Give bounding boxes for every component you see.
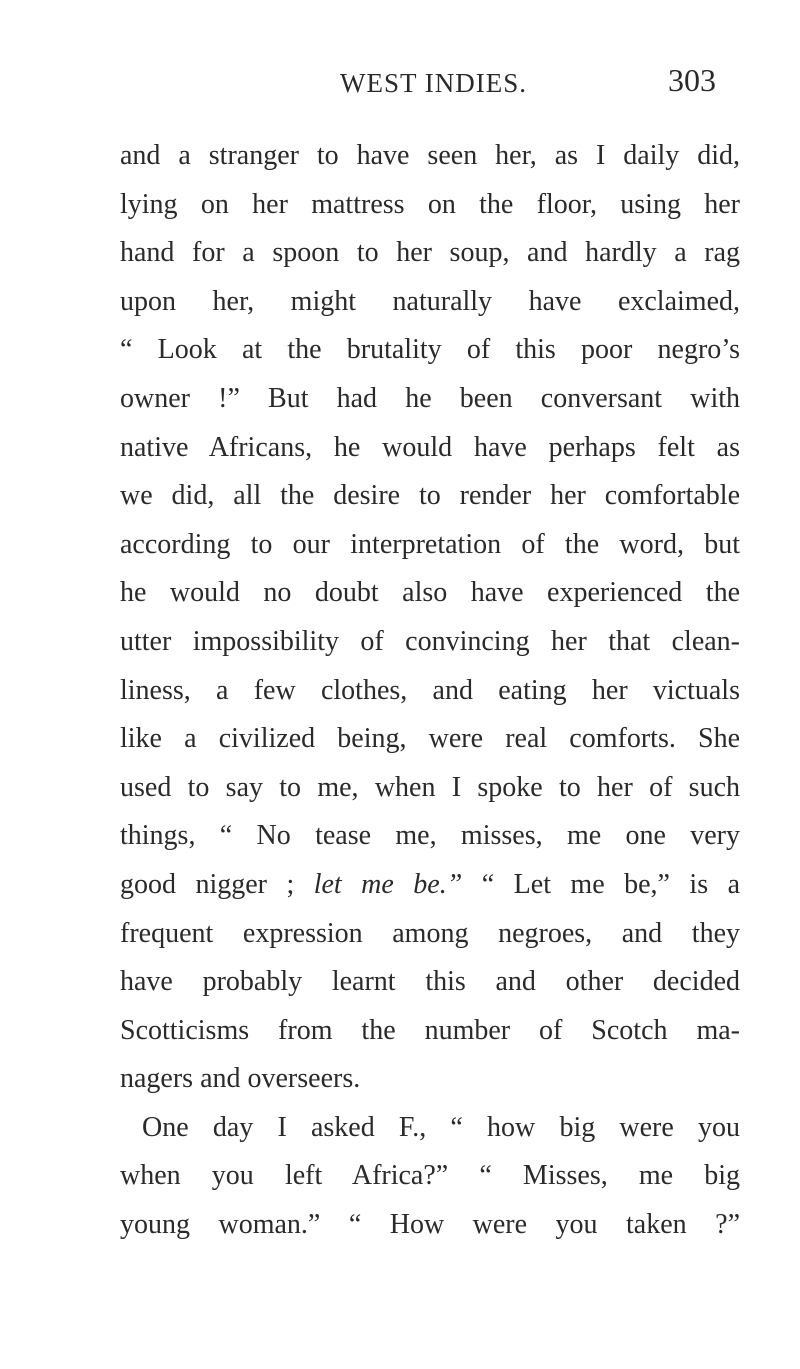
- body-text: [120, 132, 740, 1250]
- text-line-mixed: [120, 861, 740, 910]
- text-line: and a stranger to have seen her, as I daily did,: [120, 140, 740, 171]
- running-head: [0, 62, 800, 102]
- text-line: when you left Africa?” “ Misses, me big: [120, 1160, 740, 1192]
- running-title: WEST INDIES.: [340, 68, 527, 98]
- text-line: he would no doubt also have experienced the: [120, 577, 740, 609]
- text-line: according to our interpretation of the word, but: [120, 528, 740, 560]
- text-line: native Africans, he would have perhaps felt as: [120, 431, 740, 463]
- text-line: nagers and overseers.: [120, 1063, 361, 1095]
- text-line: have probably learnt this and other decided: [120, 966, 740, 998]
- text-line: frequent expression among negroes, and they: [120, 917, 740, 949]
- text-line: hand for a spoon to her soup, and hardly a rag: [120, 237, 740, 269]
- text-line: liness, a few clothes, and eating her victuals: [120, 674, 740, 706]
- text-line: One day I asked F., “ how big were you: [142, 1111, 740, 1143]
- italic-segment: let me be.”: [313, 868, 463, 900]
- text-segment: good nigger ;: [120, 868, 314, 900]
- text-line: lying on her mattress on the floor, using her: [120, 188, 740, 220]
- text-line: “ Look at the brutality of this poor negro’s: [120, 334, 740, 366]
- text-line: upon her, might naturally have exclaimed,: [120, 285, 740, 317]
- text-line: like a civilized being, were real comforts. She: [120, 723, 740, 755]
- text-segment: “ Let me be,” is a: [462, 868, 741, 900]
- text-line: we did, all the desire to render her comfortable: [120, 480, 740, 512]
- text-line: young woman.” “ How were you taken ?”: [120, 1209, 740, 1241]
- text-line: utter impossibility of convincing her that clean-: [120, 625, 740, 657]
- text-line: used to say to me, when I spoke to her of such: [120, 771, 740, 803]
- text-line: things, “ No tease me, misses, me one very: [120, 820, 740, 852]
- text-line: owner !” But had he been conversant with: [120, 382, 740, 414]
- page-number: 303: [668, 62, 716, 98]
- text-line: Scotticisms from the number of Scotch ma-: [120, 1014, 740, 1046]
